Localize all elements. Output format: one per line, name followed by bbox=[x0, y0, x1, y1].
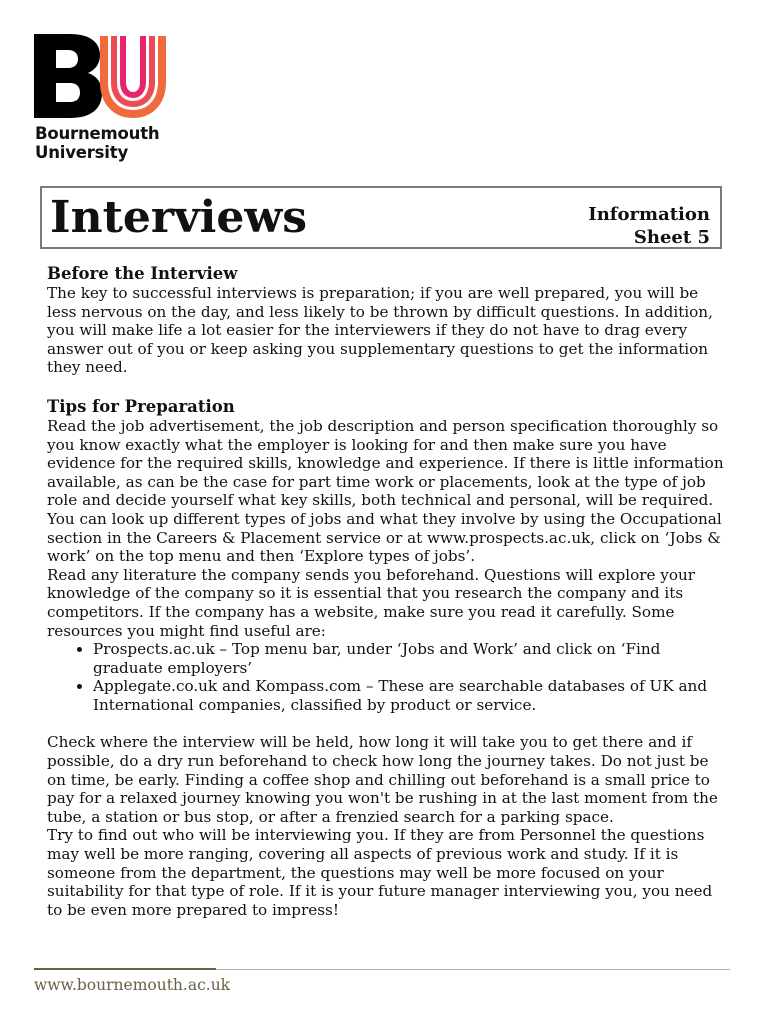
tips-paragraph-3: Check where the interview will be held, how long it will take you to get there and if possible, do a dry run beforehand to check how long the journey takes. Do not just be on time, be early. Finding a coffee shop and chilling out beforehand is a small price to pay for a relaxed journey knowing you won't be rushing in at the last moment from the tube, a station or bus stop, or after a frenzied search for a parking space. bbox=[47, 733, 718, 826]
document-body bbox=[47, 263, 727, 919]
sheet-label-line2: Sheet 5 bbox=[633, 227, 710, 248]
list-item: • Applegate.co.uk and Kompass.com – These are searchable databases of UK and International companies, classified by product or service. bbox=[93, 677, 727, 714]
university-logo bbox=[34, 34, 166, 122]
page-title: Interviews bbox=[50, 192, 307, 243]
list-item: • Prospects.ac.uk – Top menu bar, under ‘Jobs and Work’ and click on ‘Find graduate employers’ bbox=[93, 640, 727, 677]
footer-divider-light bbox=[216, 969, 730, 970]
footer-divider-dark bbox=[34, 968, 216, 970]
title-box bbox=[40, 186, 722, 249]
footer-url[interactable]: www.bournemouth.ac.uk bbox=[34, 976, 231, 994]
tips-paragraph-2: Read any literature the company sends you beforehand. Questions will explore your knowledge of the company so it is essential that you research the company and its competitors. If the company has a website, make sure you read it carefully. Some resources you might find useful are: bbox=[47, 565, 696, 640]
before-interview-paragraph: The key to successful interviews is preparation; if you are well prepared, you will be less nervous on the day, and less likely to be thrown by difficult questions. In addition, you will make life a lot easier for the interviewers if they do not have to drag every answer out of you or keep asking you supplementary questions to get the information they need. bbox=[47, 284, 713, 377]
logo-letter-u-inner bbox=[123, 36, 143, 95]
logo-letter-b bbox=[34, 34, 102, 118]
spacer bbox=[47, 714, 727, 733]
logo-caption-line2: University bbox=[35, 143, 129, 162]
heading-tips-for-preparation: Tips for Preparation bbox=[47, 396, 235, 416]
bu-logo-mark bbox=[34, 34, 166, 118]
heading-before-interview: Before the Interview bbox=[47, 264, 238, 283]
logo-caption bbox=[35, 124, 159, 162]
tips-paragraph-4: Try to find out who will be interviewing you. If they are from Personnel the questions may well be more ranging, covering all aspects of previous work and study. If it is someone from the department, the questions may well be more focused on your suitability for that type of role. If it is your future manager interviewing you, you need to be even more prepared to impress! bbox=[47, 826, 713, 919]
tips-paragraph-1: Read the job advertisement, the job description and person specification thoroughly so you know exactly what the employer is looking for and then make sure you have evidence for the required skills, knowledge and experience. If there is little information available, as can be the case for part time work or placements, look at the type of job role and decide yourself what key skills, both technical and personal, will be required. You can look up different types of jobs and what they involve by using the Occupational section in the Careers & Placement service or at www.prospects.ac.uk, click on ‘Jobs & work’ on the top menu and then ‘Explore types of jobs’. bbox=[47, 416, 724, 566]
spacer bbox=[47, 377, 727, 396]
logo-caption-line1: Bournemouth bbox=[35, 124, 160, 143]
sheet-label bbox=[588, 203, 710, 249]
resources-list bbox=[47, 640, 727, 714]
sheet-label-line1: Information bbox=[588, 204, 710, 225]
